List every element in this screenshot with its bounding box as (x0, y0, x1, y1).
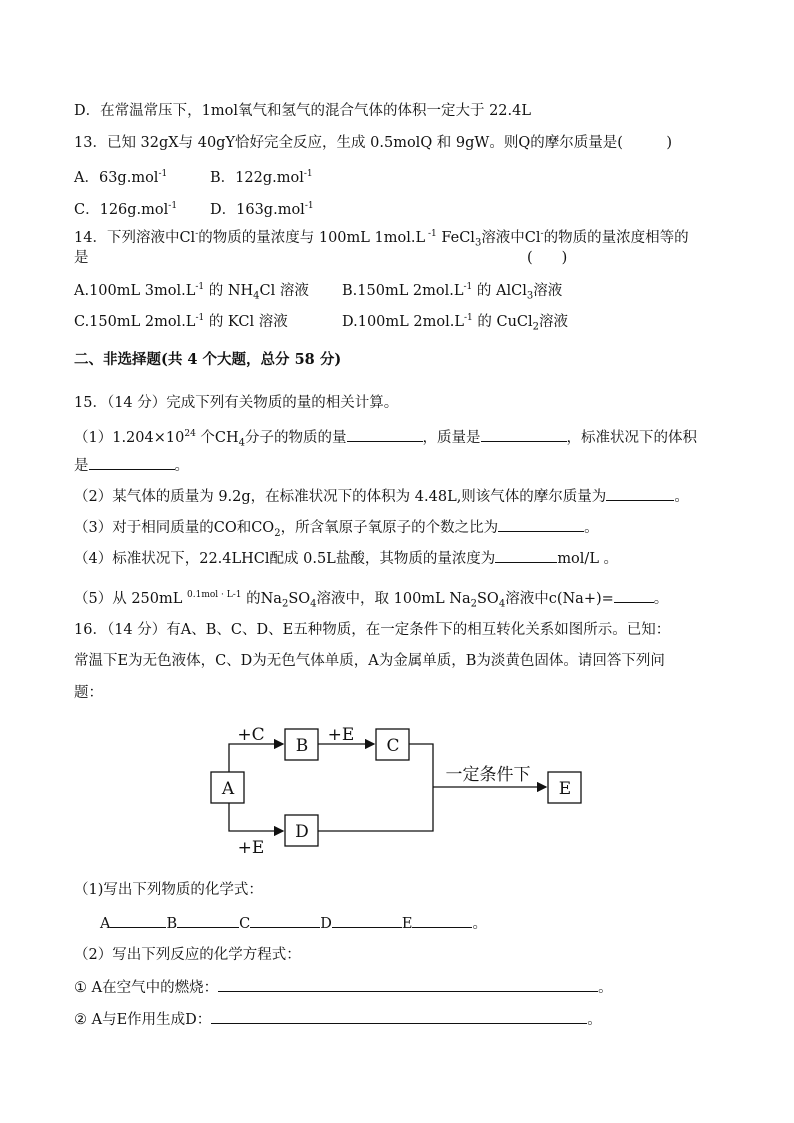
q14-stem-end: 是 (74, 250, 89, 266)
q15-part-4: （4）标准状况下，22.4LHCl配成 0.5L盐酸，其物质的量浓度为 mol/L 。 (74, 547, 618, 569)
blank[interactable] (332, 912, 402, 928)
q14-option-a: A.100mL $3mol.L^{-1}$ 的 $NH_4Cl$ 溶液 (74, 282, 309, 302)
q16-reaction-1: ① A在空气中的燃烧： 。 (74, 976, 613, 998)
q15-part-3: （3）对于相同质量的CO和$CO_2$，所含氧原子氧原子的个数之比为 。 (74, 516, 599, 544)
label-e: E (558, 779, 572, 799)
section-2-heading: 二、非选择题(共 4 个大题，总分 58 分) (74, 351, 342, 368)
q12-option-d: D．在常温常压下，1mol氧气和氢气的混合气体的体积一定大于 22.4L (74, 103, 531, 119)
q16-stem-line-2: 常温下E为无色液体，C、D为无色气体单质，A为金属单质，B为淡黄色固体。请回答下列问 (74, 653, 665, 669)
q16-part-2: （2）写出下列反应的化学方程式： (74, 947, 301, 963)
q13-option-a: A．63g.mol$^{-1}$ (74, 169, 168, 186)
label-c: C (386, 736, 400, 756)
q16-stem-line-1: 16．（14 分）有A、B、C、D、E五种物质，在一定条件下的相互转化关系如图所示。已知： (74, 622, 671, 638)
q15-part-2: （2）某气体的质量为 9.2g，在标准状况下的体积为 4.48L,则该气体的摩尔质量为 。 (74, 485, 689, 507)
blank[interactable] (177, 912, 239, 928)
q15-part-1: $(1)1.204\times 10^{24}$ 个$CH_4$分子的物质的量 ，质量是 ，标准状况下的体积 (74, 424, 697, 454)
label-b: B (295, 736, 309, 756)
arrow-a-to-b (229, 744, 283, 772)
q15-part-1-cont: 是 。 (74, 454, 189, 476)
q13-option-c: C．126g.mol$^{-1}$ (74, 201, 178, 218)
label-condition: 一定条件下 (445, 765, 531, 785)
q15-stem: 15．（14 分）完成下列有关物质的量的相关计算。 (74, 395, 399, 411)
q16-stem-line-3: 题： (74, 685, 103, 701)
q16-reaction-2: ② A与E作用生成D： 。 (74, 1008, 602, 1030)
arrow-a-to-d (229, 803, 283, 831)
label-plus-e-bottom: +E (237, 838, 265, 858)
label-plus-e-top: +E (327, 725, 355, 745)
q13-option-d: D．163g.mol$^{-1}$ (210, 201, 314, 218)
blank[interactable] (412, 912, 472, 928)
label-plus-c: +C (237, 725, 265, 745)
q14-stem: 14．下列溶液中Cl-的物质的量浓度与 100mL 1mol.L $^{-1}$ FeCl$_3$溶液中Cl-的物质的量浓度相等的 (74, 229, 689, 249)
q14-option-c: C.150mL $2mol.L^{-1}$ 的 KCl 溶液 (74, 313, 288, 330)
q16-formula-blanks: A B C D E 。 (100, 912, 487, 934)
q13-option-b: B．122g.mol$^{-1}$ (210, 169, 313, 186)
q14-answer-paren: ( ) (527, 250, 568, 266)
label-d: D (295, 822, 309, 842)
q14-option-d: D.100mL $2mol.L^{-1}$ 的 CuCl$_2$溶液 (342, 313, 569, 333)
blank[interactable] (211, 1008, 587, 1024)
q15-part-5: （5）从 250mL $^{0.1mol \cdot L-1}$ 的$Na_2SO_4$溶液中，取 100mL $Na_2SO_4$溶液中c(Na+)= 。 (74, 585, 668, 615)
q14-option-b: B.150mL $2mol.L^{-1}$ 的 AlCl$_3$溶液 (342, 282, 563, 302)
blank[interactable] (110, 912, 166, 928)
label-a: A (221, 779, 235, 799)
q16-part-1: （1)写出下列物质的化学式： (74, 882, 263, 898)
blank[interactable] (218, 976, 598, 992)
q13-stem: 13．已知 32gX与 40gY恰好完全反应，生成 0.5molQ 和 9gW。则Q的摩尔质量是( ) (74, 135, 673, 151)
blank[interactable] (250, 912, 320, 928)
